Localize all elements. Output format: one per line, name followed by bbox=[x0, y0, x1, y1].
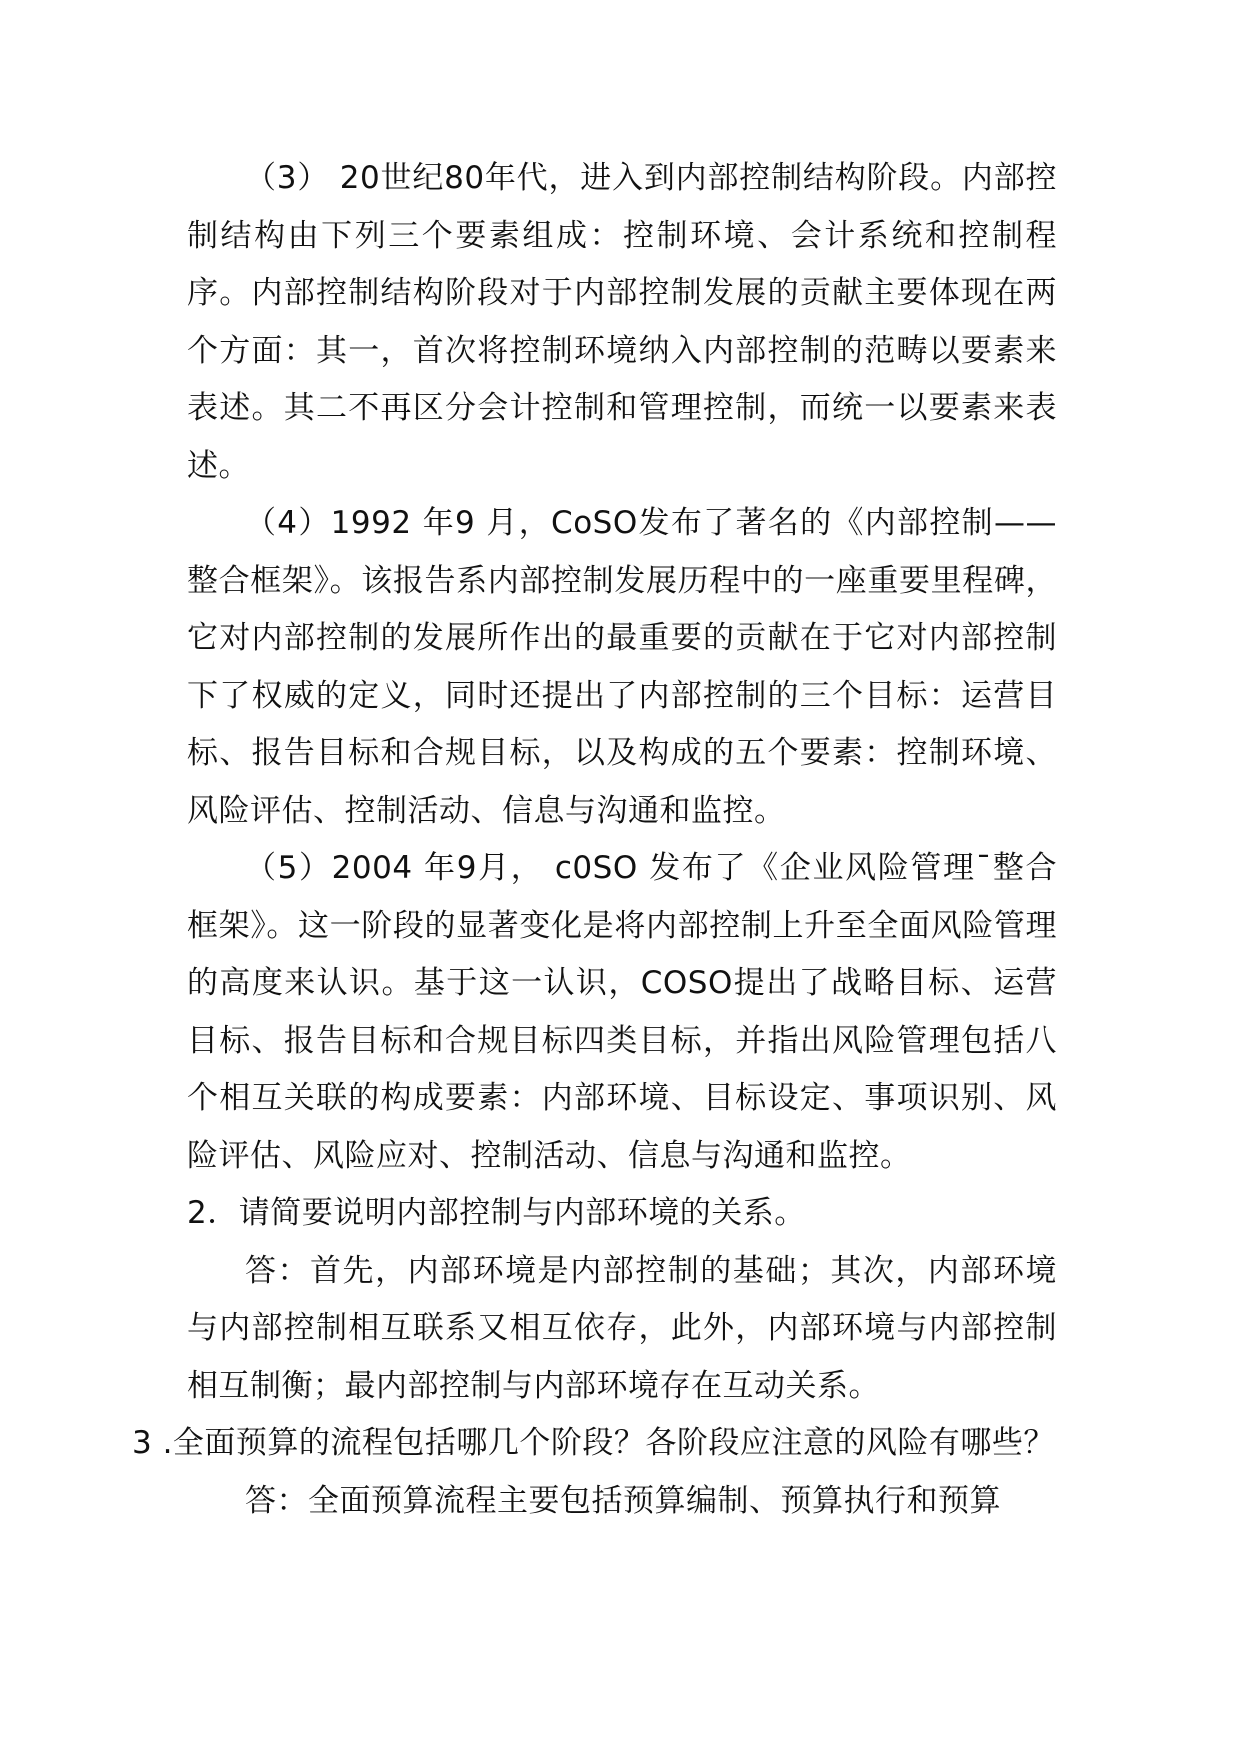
answer-3: 答：全面预算流程主要包括预算编制、预算执行和预算 bbox=[245, 1482, 1001, 1519]
paragraph-stage-5: （5）2004 年9月， c0SO 发布了《企业风险管理¯整合框架》。这一阶段的显著变化是将内部控制上升至全面风险管理的高度来认识。基于这一认识，COSO提出了战略目标、运营目标、报告目标和合规目标四类目标，并指出风险管理包括八个相互关联的构成要素：内部环境、目标设定、事项识别、风险评估、风险应对、控制活动、信息与沟通和监控。 bbox=[187, 850, 1057, 1174]
question-3: 3 .全面预算的流程包括哪几个阶段？各阶段应注意的风险有哪些？ bbox=[132, 1425, 1055, 1461]
document-body bbox=[132, 150, 1057, 1530]
paragraph-stage-3: （3） 20世纪80年代，进入到内部控制结构阶段。内部控制结构由下列三个要素组成：控制环境、会计系统和控制程序。内部控制结构阶段对于内部控制发展的贡献主要体现在两个方面：其一，首次将控制环境纳入内部控制的范畴以要素来表述。其二不再区分会计控制和管理控制，而统一以要素来表述。 bbox=[187, 160, 1057, 484]
paragraph-stage-4: （4）1992 年9 月，CoSO发布了著名的《内部控制——整合框架》。该报告系内部控制发展历程中的一座重要里程碑，它对内部控制的发展所作出的最重要的贡献在于它对内部控制下了权威的定义，同时还提出了内部控制的三个目标：运营目标、报告目标和合规目标，以及构成的五个要素：控制环境、风险评估、控制活动、信息与沟通和监控。 bbox=[187, 505, 1057, 829]
answer-2: 答：首先，内部环境是内部控制的基础；其次，内部环境与内部控制相互联系又相互依存，此外，内部环境与内部控制相互制衡；最内部控制与内部环境存在互动关系。 bbox=[187, 1252, 1057, 1404]
question-2: 2．请简要说明内部控制与内部环境的关系。 bbox=[187, 1195, 806, 1231]
